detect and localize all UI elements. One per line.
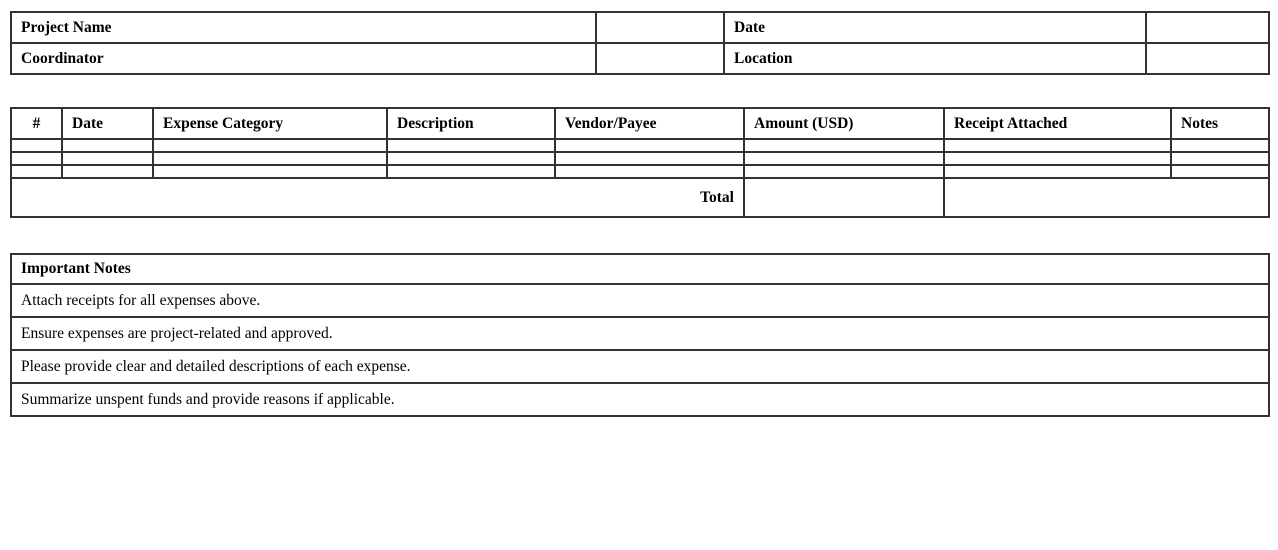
date-label: Date (724, 12, 1146, 43)
expense-cell[interactable] (1171, 139, 1269, 152)
project-info-table (10, 11, 1270, 75)
expense-cell[interactable] (555, 139, 744, 152)
expense-header-row (11, 108, 1269, 139)
column-header-amount-usd: Amount (USD) (744, 108, 944, 139)
expense-cell[interactable] (744, 152, 944, 165)
expense-cell[interactable] (11, 165, 62, 178)
location-label: Location (724, 43, 1146, 74)
expense-cell[interactable] (153, 152, 387, 165)
note-text-1: Attach receipts for all expenses above. (11, 284, 1269, 317)
column-header-expense-category: Expense Category (153, 108, 387, 139)
total-notes-field[interactable] (944, 178, 1269, 217)
important-notes-header: Important Notes (11, 254, 1269, 284)
note-row-4 (11, 383, 1269, 416)
column-header-notes: Notes (1171, 108, 1269, 139)
expense-cell[interactable] (153, 165, 387, 178)
note-text-4: Summarize unspent funds and provide reasons if applicable. (11, 383, 1269, 416)
notes-header-row (11, 254, 1269, 284)
column-header-number: # (11, 108, 62, 139)
expense-cell[interactable] (944, 152, 1171, 165)
coordinator-field[interactable] (596, 43, 724, 74)
column-header-date: Date (62, 108, 153, 139)
total-row (11, 178, 1269, 217)
total-amount-field[interactable] (744, 178, 944, 217)
expense-cell[interactable] (387, 165, 555, 178)
expense-cell[interactable] (1171, 165, 1269, 178)
project-name-label: Project Name (11, 12, 596, 43)
expense-cell[interactable] (744, 139, 944, 152)
expense-cell[interactable] (62, 165, 153, 178)
expense-row-2 (11, 152, 1269, 165)
table-row (11, 12, 1269, 43)
expense-cell[interactable] (1171, 152, 1269, 165)
expense-cell[interactable] (944, 165, 1171, 178)
expense-cell[interactable] (11, 152, 62, 165)
note-row-2 (11, 317, 1269, 350)
column-header-receipt-attached: Receipt Attached (944, 108, 1171, 139)
total-label: Total (11, 178, 744, 217)
expense-table (10, 107, 1270, 218)
note-text-2: Ensure expenses are project-related and approved. (11, 317, 1269, 350)
expense-row-1 (11, 139, 1269, 152)
note-row-1 (11, 284, 1269, 317)
expense-cell[interactable] (744, 165, 944, 178)
expense-row-3 (11, 165, 1269, 178)
expense-cell[interactable] (944, 139, 1171, 152)
coordinator-label: Coordinator (11, 43, 596, 74)
expense-cell[interactable] (153, 139, 387, 152)
note-text-3: Please provide clear and detailed descriptions of each expense. (11, 350, 1269, 383)
expense-cell[interactable] (62, 152, 153, 165)
expense-cell[interactable] (62, 139, 153, 152)
expense-cell[interactable] (387, 139, 555, 152)
expense-cell[interactable] (11, 139, 62, 152)
location-field[interactable] (1146, 43, 1269, 74)
project-name-field[interactable] (596, 12, 724, 43)
table-row (11, 43, 1269, 74)
column-header-description: Description (387, 108, 555, 139)
important-notes-table (10, 253, 1270, 417)
column-header-vendor-payee: Vendor/Payee (555, 108, 744, 139)
expense-cell[interactable] (555, 152, 744, 165)
expense-cell[interactable] (387, 152, 555, 165)
note-row-3 (11, 350, 1269, 383)
expense-cell[interactable] (555, 165, 744, 178)
date-field[interactable] (1146, 12, 1269, 43)
